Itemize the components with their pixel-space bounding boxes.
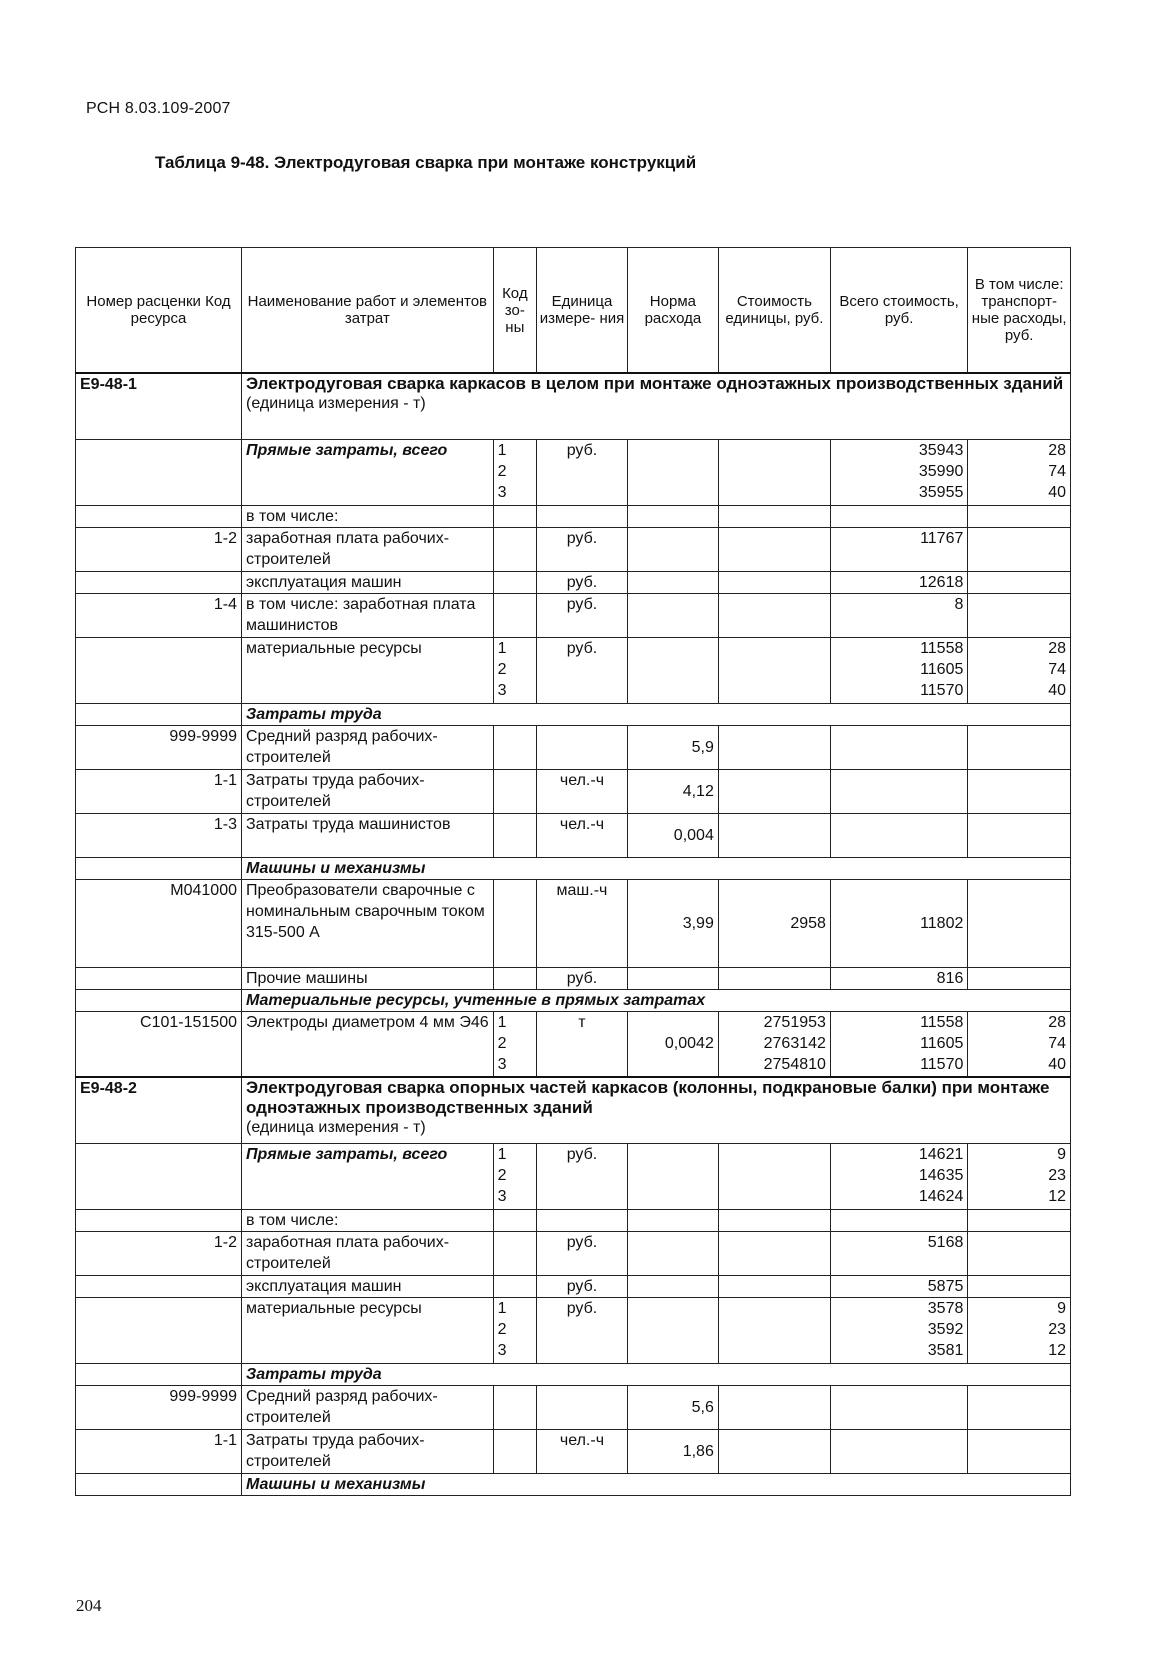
row-code: 1-4	[76, 593, 242, 637]
table-title: Таблица 9-48. Электродуговая сварка при монтаже конструкций	[155, 153, 697, 172]
table-row	[76, 1429, 1071, 1473]
category-row	[76, 1363, 1071, 1385]
row-label: Затраты труда машинистов	[242, 813, 494, 857]
page-number: 204	[76, 1596, 102, 1615]
row-label: Прямые затраты, всего	[242, 1143, 494, 1209]
zone-codes: 1 2 3	[493, 1011, 536, 1077]
row-label: эксплуатация машин	[242, 1275, 494, 1297]
row-label: Прямые затраты, всего	[242, 439, 494, 505]
row-norm: 0,004	[627, 813, 718, 857]
row-unit: чел.-ч	[537, 813, 628, 857]
row-label: Затраты труда рабочих-строителей	[242, 769, 494, 813]
row-total: 11558 11605 11570	[830, 1011, 967, 1077]
table-row	[76, 1297, 1071, 1363]
rate-code: Е9-48-1	[76, 373, 242, 439]
table-header-row	[76, 248, 1071, 374]
header-total-cost: Всего стоимость, руб.	[830, 248, 967, 374]
row-norm: 1,86	[627, 1429, 718, 1473]
table-row	[76, 637, 1071, 703]
row-code: М041000	[76, 879, 242, 967]
row-code: 1-2	[76, 527, 242, 571]
table-row	[76, 879, 1071, 967]
row-label: материальные ресурсы	[242, 1297, 494, 1363]
row-total: 5875	[830, 1275, 967, 1297]
rates-table	[75, 247, 1071, 1496]
row-transport: 28 74 40	[968, 1011, 1071, 1077]
table-row	[76, 1275, 1071, 1297]
category-label: Машины и механизмы	[242, 1473, 1071, 1495]
table-row	[76, 1385, 1071, 1429]
row-price: 2751953 2763142 2754810	[718, 1011, 830, 1077]
row-label: Преобразователи сварочные с номинальным сварочным током 315-500 А	[242, 879, 494, 967]
row-total: 11558 11605 11570	[830, 637, 967, 703]
row-unit: руб.	[537, 593, 628, 637]
row-transport: 28 74 40	[968, 637, 1071, 703]
table-row	[76, 527, 1071, 571]
table-row	[76, 1231, 1071, 1275]
table-row	[76, 1143, 1071, 1209]
table-row	[76, 769, 1071, 813]
row-norm: 4,12	[627, 769, 718, 813]
header-unit-cost: Стоимость единицы, руб.	[718, 248, 830, 374]
row-norm: 0,0042	[627, 1011, 718, 1077]
header-norm: Норма расхода	[627, 248, 718, 374]
row-code: 1-3	[76, 813, 242, 857]
table-row	[76, 439, 1071, 505]
row-label: Средний разряд рабочих-строителей	[242, 725, 494, 769]
row-unit: т	[537, 1011, 628, 1077]
section-title	[242, 373, 1071, 439]
row-total: 11767	[830, 527, 967, 571]
document-code: РСН 8.03.109-2007	[86, 100, 231, 117]
row-norm: 3,99	[627, 879, 718, 967]
row-transport: 9 23 12	[968, 1297, 1071, 1363]
row-label: Электроды диаметром 4 мм Э46	[242, 1011, 494, 1077]
table-row	[76, 725, 1071, 769]
row-unit: руб.	[537, 1297, 628, 1363]
row-label: в том числе:	[242, 505, 494, 527]
row-unit: руб.	[537, 527, 628, 571]
row-unit: чел.-ч	[537, 769, 628, 813]
row-label: Средний разряд рабочих-строителей	[242, 1385, 494, 1429]
table-row	[76, 813, 1071, 857]
row-code: 999-9999	[76, 1385, 242, 1429]
header-transport: В том числе: транспорт- ные расходы, руб.	[968, 248, 1071, 374]
row-price: 2958	[718, 879, 830, 967]
zone-codes: 1 2 3	[493, 637, 536, 703]
category-row	[76, 857, 1071, 879]
section-title	[242, 1077, 1071, 1143]
row-norm: 5,9	[627, 725, 718, 769]
table-row	[76, 967, 1071, 989]
category-row	[76, 989, 1071, 1011]
row-unit: руб.	[537, 1143, 628, 1209]
section-title-text: Электродуговая сварка опорных частей каркасов (колонны, подкрановые балки) при монтаже одноэтажных производственных зданий	[246, 1078, 1050, 1117]
row-code: 1-2	[76, 1231, 242, 1275]
header-rate-code: Номер расценки Код ресурса	[76, 248, 242, 374]
row-label: Прочие машины	[242, 967, 494, 989]
table-row	[76, 1011, 1071, 1077]
table-row	[76, 1209, 1071, 1231]
table-row	[76, 505, 1071, 527]
row-total: 11802	[830, 879, 967, 967]
row-transport: 9 23 12	[968, 1143, 1071, 1209]
row-norm: 5,6	[627, 1385, 718, 1429]
section-title-text: Электродуговая сварка каркасов в целом при монтаже одноэтажных производственных зданий	[246, 374, 1064, 393]
table-row	[76, 593, 1071, 637]
row-unit: руб.	[537, 637, 628, 703]
row-label: материальные ресурсы	[242, 637, 494, 703]
row-total: 8	[830, 593, 967, 637]
row-total: 5168	[830, 1231, 967, 1275]
row-label: заработная плата рабочих-строителей	[242, 527, 494, 571]
category-label: Материальные ресурсы, учтенные в прямых затратах	[242, 989, 1071, 1011]
section-title-row	[76, 1077, 1071, 1143]
row-unit: руб.	[537, 1231, 628, 1275]
zone-codes: 1 2 3	[493, 439, 536, 505]
row-code: С101-151500	[76, 1011, 242, 1077]
row-code: 1-1	[76, 1429, 242, 1473]
rate-code: Е9-48-2	[76, 1077, 242, 1143]
row-total: 14621 14635 14624	[830, 1143, 967, 1209]
header-name: Наименование работ и элементов затрат	[242, 248, 494, 374]
row-unit: руб.	[537, 1275, 628, 1297]
zone-codes: 1 2 3	[493, 1143, 536, 1209]
row-total: 816	[830, 967, 967, 989]
category-row	[76, 703, 1071, 725]
row-unit: маш.-ч	[537, 879, 628, 967]
row-label: эксплуатация машин	[242, 571, 494, 593]
row-transport: 28 74 40	[968, 439, 1071, 505]
category-label: Затраты труда	[242, 1363, 1071, 1385]
header-unit: Единица измере- ния	[537, 248, 628, 374]
category-label: Затраты труда	[242, 703, 1071, 725]
category-row	[76, 1473, 1071, 1495]
section-unit-note: (единица измерения - т)	[246, 1119, 426, 1136]
section-unit-note: (единица измерения - т)	[246, 395, 426, 412]
row-unit: руб.	[537, 439, 628, 505]
row-label: в том числе: заработная плата машинистов	[242, 593, 494, 637]
row-unit: руб.	[537, 967, 628, 989]
header-zone: Код зо- ны	[493, 248, 536, 374]
category-label: Машины и механизмы	[242, 857, 1071, 879]
row-code: 999-9999	[76, 725, 242, 769]
table-row	[76, 571, 1071, 593]
row-unit: чел.-ч	[537, 1429, 628, 1473]
row-label: Затраты труда рабочих-строителей	[242, 1429, 494, 1473]
row-total: 3578 3592 3581	[830, 1297, 967, 1363]
row-total: 12618	[830, 571, 967, 593]
zone-codes: 1 2 3	[493, 1297, 536, 1363]
section-title-row	[76, 373, 1071, 439]
row-label: в том числе:	[242, 1209, 494, 1231]
row-label: заработная плата рабочих-строителей	[242, 1231, 494, 1275]
row-code: 1-1	[76, 769, 242, 813]
row-total: 35943 35990 35955	[830, 439, 967, 505]
row-unit: руб.	[537, 571, 628, 593]
